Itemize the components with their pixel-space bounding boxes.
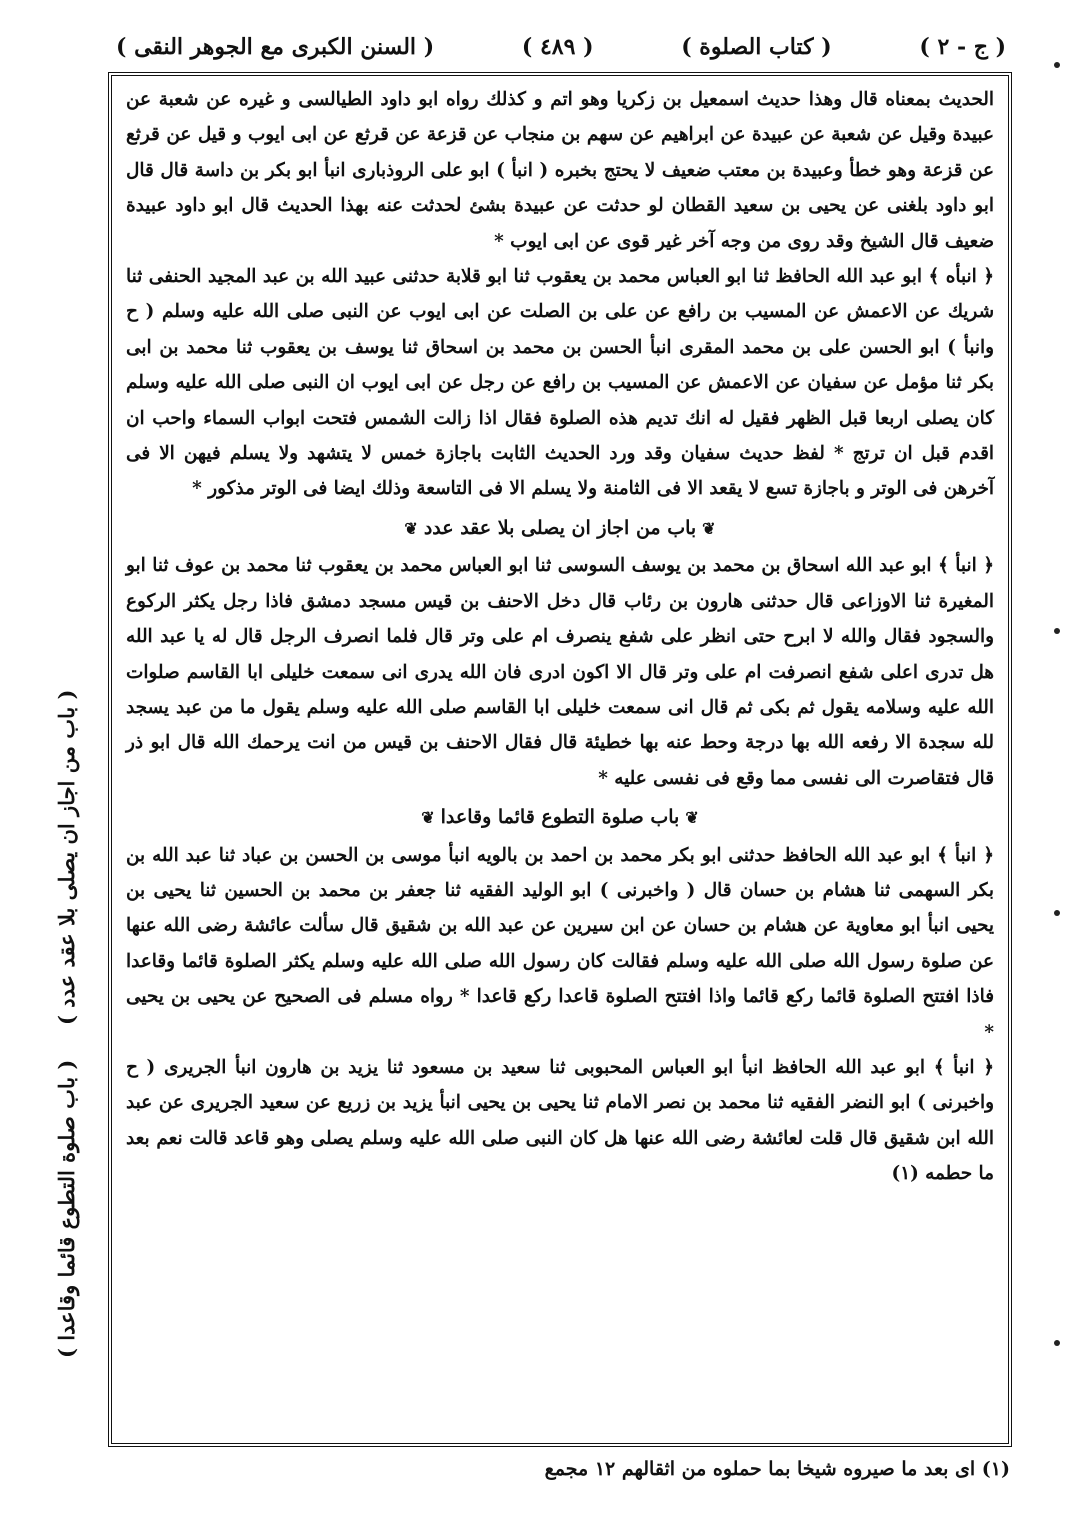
paragraph: ﴿ انبأ ﴾ ابو عبد الله اسحاق بن محمد بن يوسف السوسى ثنا ابو العباس محمد بن يعقوب ثنا محمد بن عوف ثنا ابو المغيرة ثنا الاوزاعى قال حدثنى هارون بن رئاب قال دخل الاحنف بن قيس مسجد دمشق فاذا رجل يكثر الركوع والسجود فقال والله لا ابرح حتى انظر على شفع ينصرف ام على وتر قال فلما انصرف الرجل قال له يا عبد الله هل تدرى اعلى شفع انصرفت ام على وتر قال الا اكون ادرى فان الله يدرى انى سمعت خليلى ابا القاسم صلوات الله عليه وسلامه يقول ثم بكى ثم قال انى سمعت خليلى ابا القاسم صلى الله عليه وسلم يقول ما من عبد يسجد لله سجدة الا رفعه الله بها درجة وحط عنه بها خطيئة قال فقال الاحنف بن قيس من انت يرحمك الله قال ابو ذر قال فتقاصرت الى نفسى مما وقع فى نفسى عليه * bbox=[126, 555, 994, 789]
paragraph: ﴿ انبأه ﴾ ابو عبد الله الحافظ ثنا ابو العباس محمد بن يعقوب ثنا ابو قلابة حدثنى عبيد الله بن عبد المجيد الحنفى ثنا شريك عن الاعمش عن المسيب بن رافع عن على بن الصلت عن ابى ايوب عن النبى صلى الله عليه وسلم ( ح وانبأ ) ابو الحسن على بن محمد المقرى انبأ الحسن بن محمد بن اسحاق ثنا يوسف بن يعقوب ثنا محمد بن ابى بكر ثنا مؤمل عن سفيان عن الاعمش عن المسيب بن رافع عن رجل عن ابى ايوب ان النبى صلى الله عليه وسلم كان يصلى اربعا قبل الظهر فقيل له انك تديم هذه الصلوة فقال اذا زالت الشمس فتحت ابواب السماء واحب ان اقدم قبل ان ترتج * لفظ حديث سفيان وقد ورد الحديث الثابت باجازة خمس لا يتشهد ولا يسلم فيهن الا فى آخرهن فى الوتر و باجازة تسع لا يقعد الا فى الثامنة ولا يسلم الا فى التاسعة وذلك ايضا فى الوتر مذكور * bbox=[126, 266, 994, 500]
footnote: (١) اى بعد ما صيروه شيخا بما حملوه من اثقالهم ١٢ مجمع bbox=[544, 1458, 1010, 1480]
ornament-icon: ❦ bbox=[685, 808, 699, 828]
chapter-title: باب من اجاز ان يصلى بلا عقد عدد bbox=[423, 516, 697, 539]
chapter-heading bbox=[126, 511, 994, 546]
margin-dot-icon bbox=[1054, 1340, 1060, 1346]
margin-note: ( باب صلوة التطوع قائما وقاعدا ) bbox=[54, 1060, 79, 1359]
paragraph: ﴿ انبأ ﴾ ابو عبد الله الحافظ انبأ ابو العباس المحبوبى ثنا سعيد بن مسعود ثنا يزيد بن هارون انبأ الجريرى ( ح واخبرنى ) ابو النضر الفقيه ثنا محمد بن نصر الامام ثنا يحيى بن يحيى انبأ يزيد بن زريع عن سعيد الجريرى عن عبد الله ابن شقيق قال قلت لعائشة رضى الله عنها هل كان النبى صلى الله عليه وسلم يصلى وهو قاعد قالت نعم بعد ما حطمه (١) bbox=[126, 1056, 994, 1185]
text-frame bbox=[108, 72, 1012, 1447]
section-title: ( كتاب الصلوة ) bbox=[681, 34, 832, 60]
margin-dot-icon bbox=[1054, 628, 1060, 634]
chapter-title: باب صلوة التطوع قائما وقاعدا bbox=[440, 806, 680, 829]
margin-dot-icon bbox=[1054, 910, 1060, 916]
paragraph: الحديث بمعناه قال وهذا حديث اسمعيل بن زكريا وهو اتم و كذلك رواه ابو داود الطيالسى و غيره عن شعبة عن عبيدة وقيل عن شعبة عن عبيدة عن ابراهيم عن سهم بن منجاب عن قزعة عن قرثع عن ابى ايوب و قيل عن قرثع عن قزعة وهو خطأ وعبيدة بن معتب ضعيف لا يحتج بخبره ( انبأ ) ابو على الروذبارى انبأ ابو بكر بن داسة قال قال ابو داود بلغنى عن يحيى بن سعيد القطان لو حدثت عن عبيدة بشئ لحدثت عنه بهذا الحديث قال ابو داود عبيدة ضعيف قال الشيخ وقد روى من وجه آخر غير قوى عن ابى ايوب * bbox=[126, 89, 994, 252]
chapter-heading bbox=[126, 800, 994, 835]
page-number: ( ٤٨٩ ) bbox=[521, 34, 594, 60]
book-title: ( السنن الكبرى مع الجوهر النقى ) bbox=[116, 34, 435, 60]
main-text bbox=[112, 76, 1008, 1192]
paragraph: ﴿ انبأ ﴾ ابو عبد الله الحافظ حدثنى ابو بكر محمد بن احمد بن بالويه انبأ موسى بن الحسن بن عباد ثنا عبد الله بن بكر السهمى ثنا هشام بن حسان قال ( واخبرنى ) ابو الوليد الفقيه ثنا جعفر بن محمد بن الحسين ثنا يحيى بن يحيى انبأ ابو معاوية عن هشام بن حسان عن ابن سيرين عن عبد الله بن شقيق قال سألت عائشة رضى الله عنها عن صلوة رسول الله صلى الله عليه وسلم فقالت كان رسول الله صلى الله عليه وسلم يكثر الصلوة قائما وقاعدا فاذا افتتح الصلوة قائما ركع قائما واذا افتتح الصلوة قاعدا ركع قاعدا * رواه مسلم فى الصحيح عن يحيى بن يحيى * bbox=[126, 844, 994, 1043]
ornament-icon: ❦ bbox=[421, 808, 435, 828]
volume-label: ( ج - ٢ ) bbox=[919, 34, 1006, 60]
margin-dot-icon bbox=[1054, 62, 1060, 68]
ornament-icon: ❦ bbox=[404, 518, 418, 538]
ornament-icon: ❦ bbox=[702, 518, 716, 538]
page-header bbox=[110, 22, 1012, 72]
margin-note: ( باب من اجاز ان يصلى بلا عقد عدد ) bbox=[54, 690, 79, 1026]
